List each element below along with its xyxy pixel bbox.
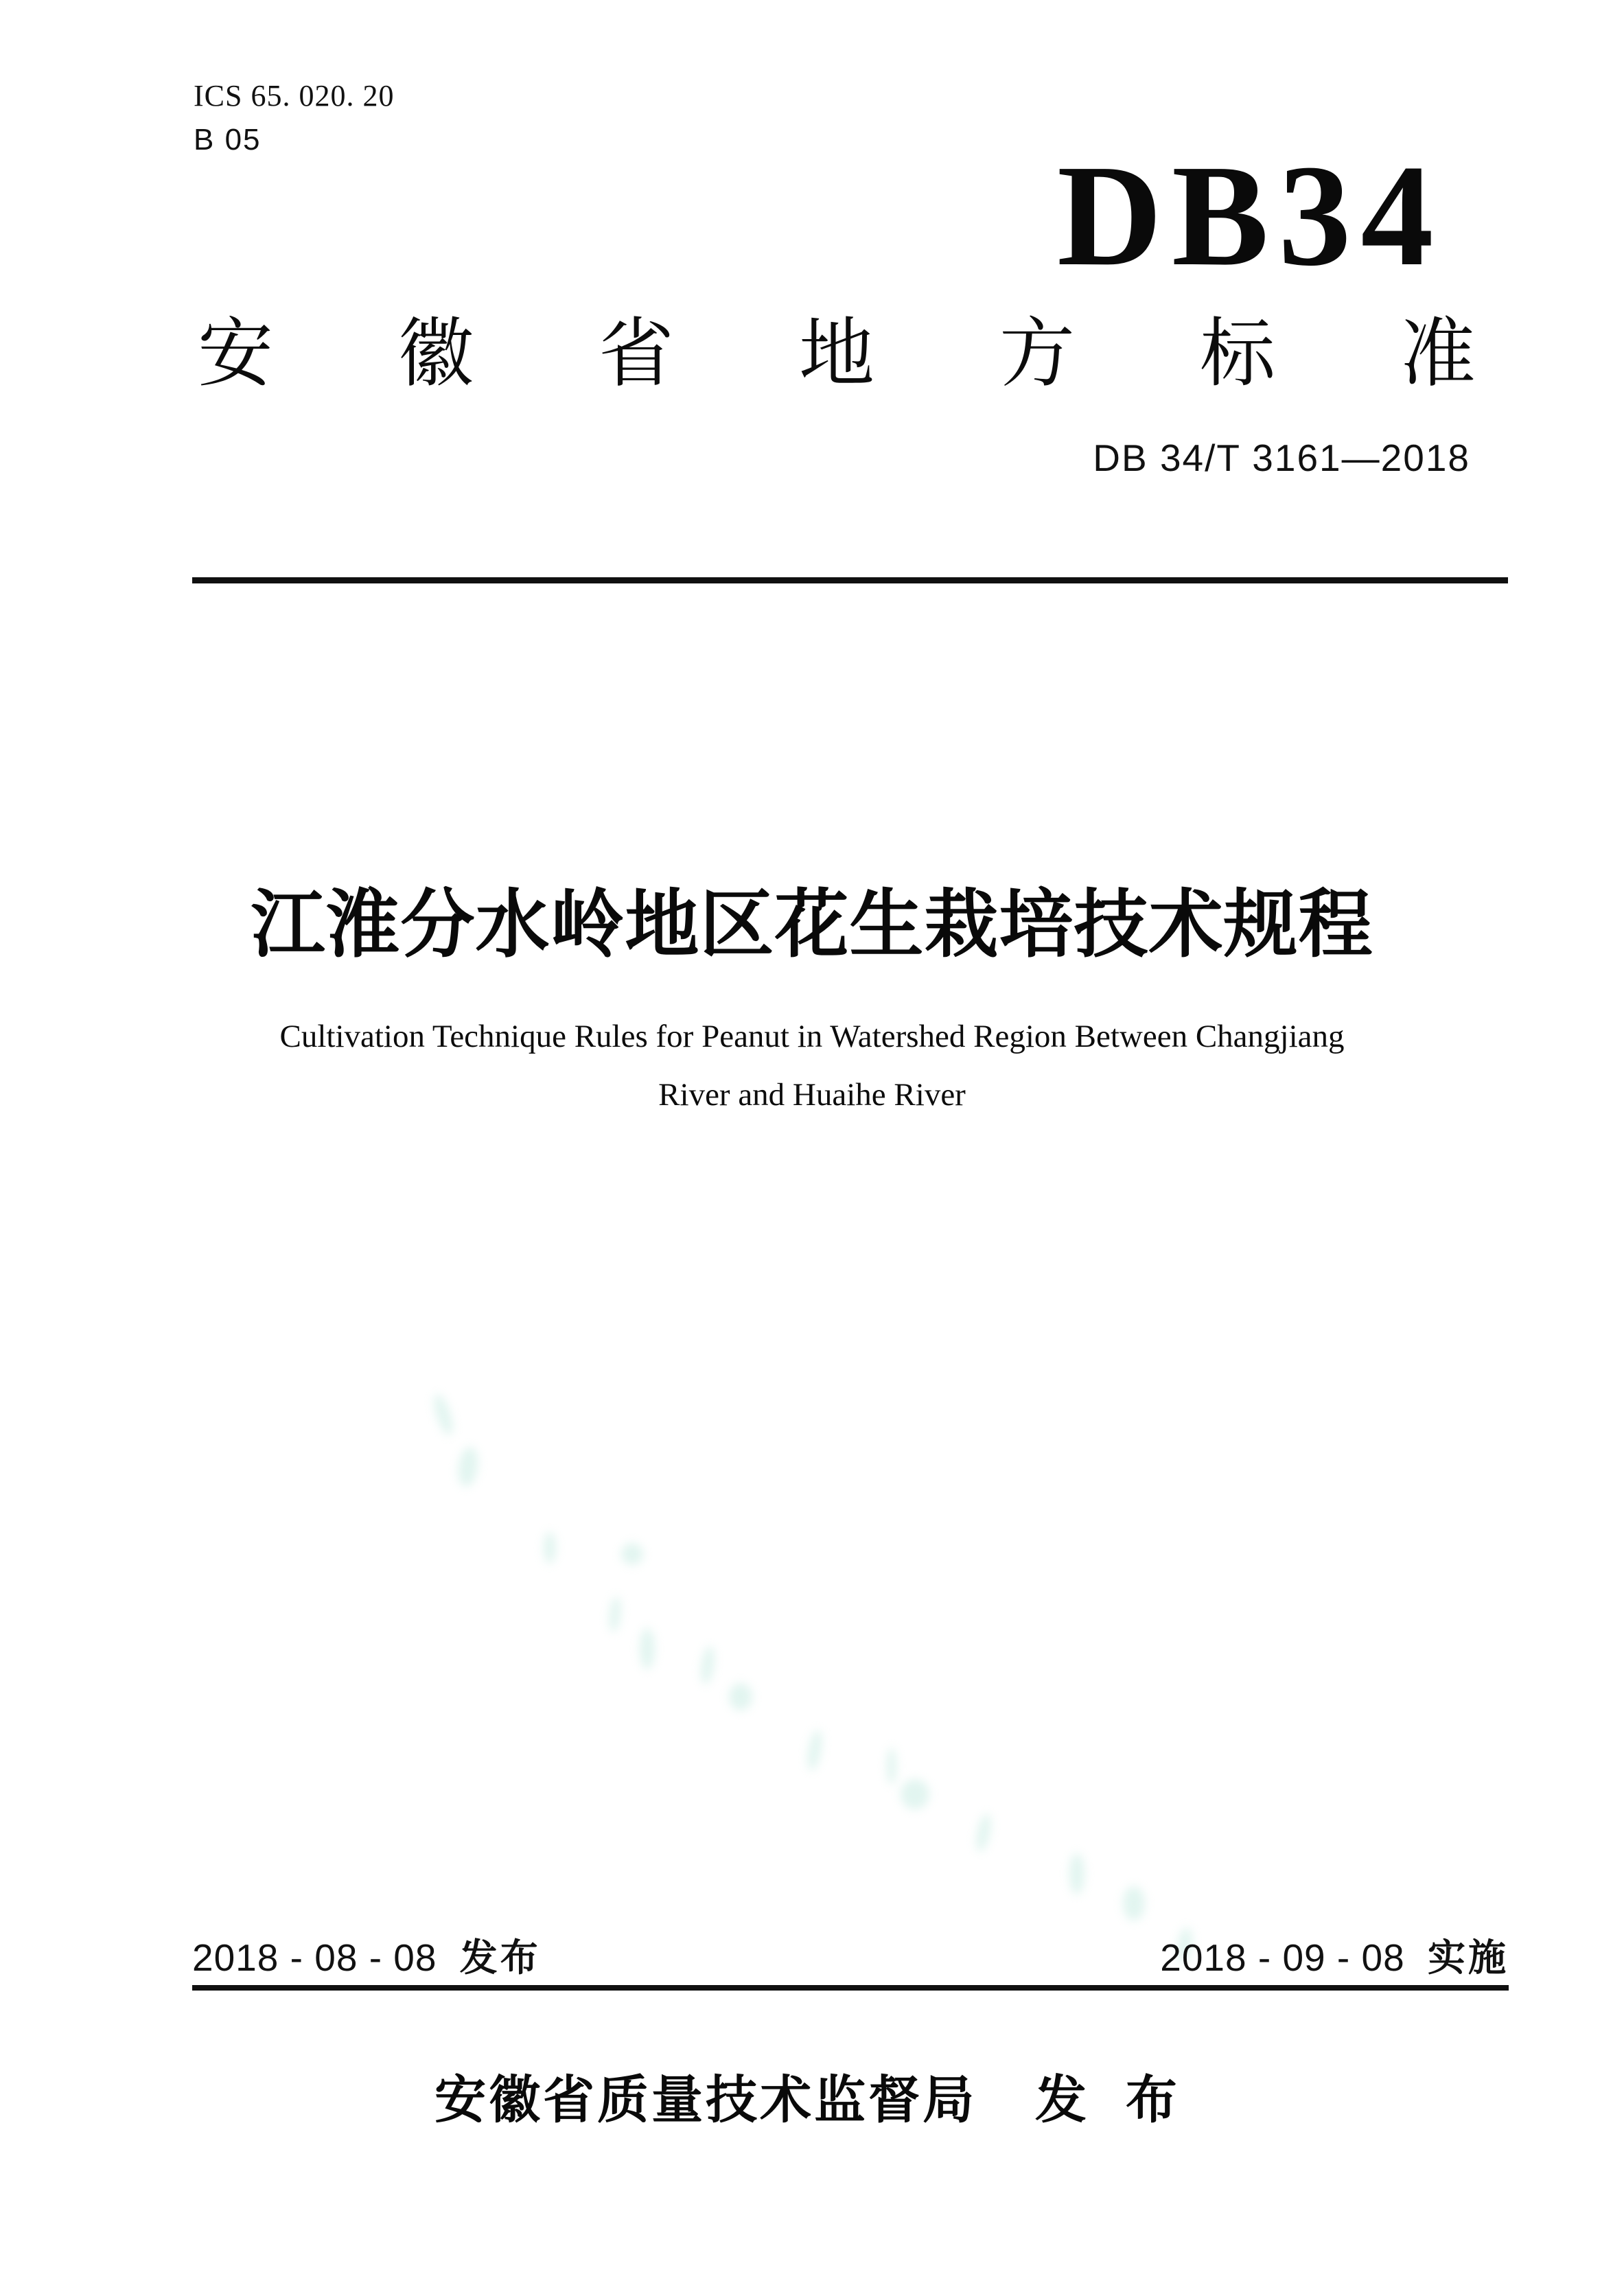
standard-number: DB 34/T 3161—2018 <box>1093 437 1470 479</box>
watermark-mark <box>621 1543 643 1565</box>
watermark-mark <box>887 1748 896 1785</box>
watermark-mark <box>1069 1853 1084 1894</box>
db34-logo: DB34 <box>1057 135 1443 296</box>
watermark-mark <box>901 1779 929 1809</box>
watermark-mark <box>607 1596 622 1632</box>
watermark-mark <box>640 1628 655 1669</box>
issue-date: 2018 - 08 - 08 <box>192 1936 437 1979</box>
standard-name-char: 准 <box>1400 312 1476 396</box>
document-title-en-line1: Cultivation Technique Rules for Peanut in Watershed Region Between Changjiang <box>279 1019 1345 1054</box>
watermark-mark <box>1123 1886 1145 1921</box>
document-title-en-line2: River and Huaihe River <box>658 1076 966 1113</box>
header-divider-rule <box>192 577 1508 583</box>
standard-name-char: 徽 <box>398 312 474 396</box>
ics-code: ICS 65. 020. 20 <box>194 79 395 113</box>
document-title-en <box>0 1008 1624 1124</box>
standard-name-char: 标 <box>1200 312 1275 396</box>
document-title-cn: 江淮分水岭地区花生栽培技术规程 <box>251 883 1373 966</box>
publisher-label: 发 布 <box>1035 2071 1190 2129</box>
issue-label: 发布 <box>459 1936 541 1979</box>
standard-name-char: 地 <box>799 312 874 396</box>
implement-date: 2018 - 09 - 08 <box>1160 1936 1405 1979</box>
standard-name-char: 方 <box>999 312 1075 396</box>
implement-label: 实施 <box>1427 1936 1509 1979</box>
watermark-mark <box>430 1392 456 1437</box>
standard-name-char: 安 <box>198 312 273 396</box>
footer-divider-rule <box>192 1985 1509 1991</box>
classification-code: B 05 <box>194 123 262 156</box>
watermark-mark <box>973 1813 993 1853</box>
watermark-mark <box>544 1532 556 1564</box>
watermark-mark <box>805 1729 824 1772</box>
date-row <box>192 1937 1509 1979</box>
watermark-mark <box>699 1645 717 1685</box>
standard-name-row <box>198 314 1476 394</box>
watermark-mark <box>456 1446 480 1487</box>
publisher-row <box>0 2072 1624 2129</box>
implement-date-group <box>1160 1937 1509 1979</box>
issue-date-group <box>192 1937 541 1979</box>
standard-name-char: 省 <box>599 312 674 396</box>
watermark-mark <box>729 1683 752 1711</box>
publisher-name: 安徽省质量技术监督局 <box>434 2071 977 2129</box>
